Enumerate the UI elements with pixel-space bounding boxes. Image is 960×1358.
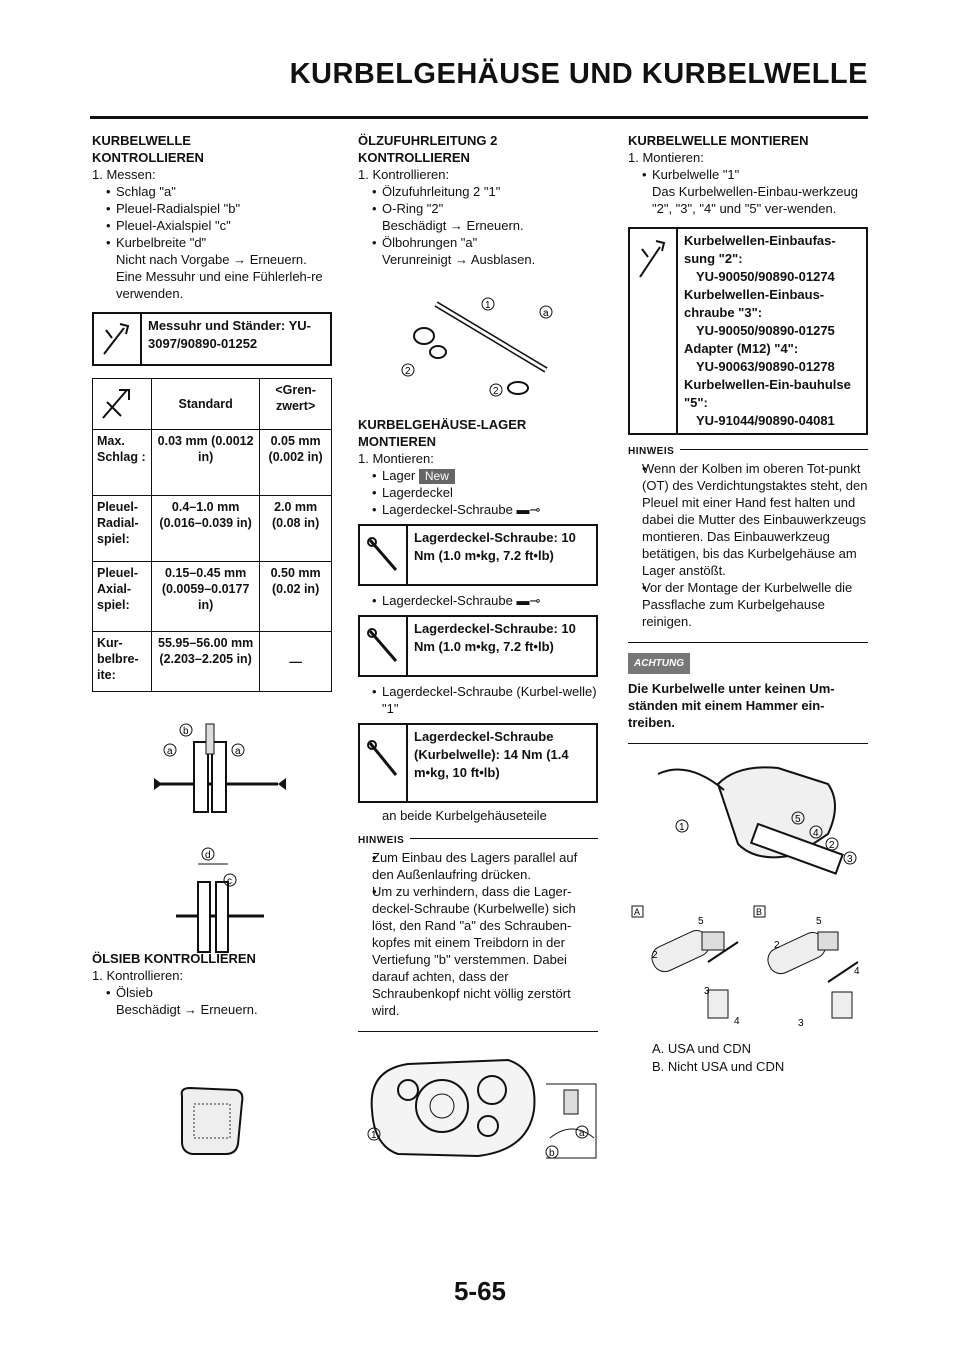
section-heading: KURBELGEHÄUSE-LAGER MONTIEREN: [358, 417, 527, 449]
label-4: 4: [734, 1016, 740, 1027]
list-item-label: Lagerdeckel-Schraube: [382, 502, 513, 517]
label-5: 5: [816, 916, 822, 927]
tool-code: YU-90050/90890-01275: [696, 323, 835, 338]
new-part-badge: New: [419, 469, 455, 484]
hint-text: • Vor der Montage der Kurbelwelle die Passflache zum Kurbelgehause reinigen.: [642, 580, 853, 629]
row-std: 0.03 mm (0.0012 in): [152, 430, 260, 496]
crankshaft-runout-figure: [150, 712, 290, 822]
note-text: Verunreinigt → Ausblasen.: [382, 252, 536, 267]
list-item-label: Lagerdeckel-Schraube: [382, 593, 513, 608]
row-label: Kur-belbre-ite:: [93, 632, 152, 692]
list-item: • Lagerdeckel-Schraube (Kurbel-welle) "1": [358, 683, 598, 717]
section-rule: [628, 642, 868, 643]
label-A: A: [634, 907, 641, 917]
header-limit: <Gren-zwert>: [260, 379, 332, 430]
row-limit: —: [260, 632, 332, 692]
hint-text: • Zum Einbau des Lagers parallel auf den Außenlaufring drücken.: [372, 850, 578, 882]
label-3: 3: [798, 1018, 804, 1029]
list-item: • Ölsieb: [92, 984, 332, 1001]
crankcase-figure: [358, 1050, 598, 1162]
tool-box-text: Messuhr und Ständer: YU-3097/90890-01252: [148, 318, 312, 351]
torque-text: Lagerdeckel-Schraube (Kurbelwelle): 14 Nm (1.4 m•kg, 10 ft•lb): [414, 729, 569, 780]
row-label: Pleuel-Radial-spiel:: [93, 496, 152, 562]
tool-name: Adapter (M12) "4":: [684, 341, 799, 356]
tool-box: [628, 227, 868, 435]
label-4: 4: [813, 828, 819, 839]
torque-box: [358, 524, 598, 586]
label-1: 1: [679, 822, 685, 833]
note-text: Beschädigt → Erneuern.: [382, 218, 524, 233]
tool-code: YU-90063/90890-01278: [696, 359, 835, 374]
section-bearing: [358, 416, 598, 1032]
tool-name: Kurbelwellen-Einbaus-chraube "3":: [684, 287, 825, 320]
label-c: c: [227, 876, 232, 887]
section-heading: ÖLSIEB KONTROLLIEREN: [92, 951, 256, 966]
tool-code: YU-91044/90890-04081: [696, 413, 835, 428]
row-std: 0.4–1.0 mm (0.016–0.039 in): [152, 496, 260, 562]
list-item: • Pleuel-Radialspiel "b": [92, 200, 332, 217]
spec-icon-cell: [93, 379, 152, 430]
section-oil-screen: [92, 950, 332, 1018]
column-oil-line: [358, 132, 598, 268]
torque-box: [358, 615, 598, 677]
list-item: [358, 501, 598, 518]
header-std: Standard: [152, 379, 260, 430]
label-2: 2: [652, 950, 658, 961]
install-figure: [628, 754, 868, 882]
label-3: 3: [704, 986, 710, 997]
list-item: • Pleuel-Axialspiel "c": [92, 217, 332, 234]
torque-wrench-icon: [360, 617, 408, 675]
torque-box: [358, 723, 598, 803]
label-a: a: [235, 746, 241, 757]
torque-text: Lagerdeckel-Schraube: 10 Nm (1.0 m•kg, 7.2 ft•lb): [414, 621, 576, 654]
list-item: • Ölbohrungen "a": [358, 234, 598, 251]
row-limit: 0.05 mm (0.002 in): [260, 430, 332, 496]
label-5: 5: [698, 916, 704, 927]
hint-text: • Um zu verhindern, dass die Lager-deckel-Schraube (Kurbelwelle) sich löst, den Rand "a" des Schrauben-kopfes mit einem Treibdorn in der Vertiefung "b" verstemmen. Dabei darauf achten, dass der Schraubenkopf nicht völlig zerstört wird.: [372, 884, 576, 1018]
oil-screen-figure: [172, 1084, 250, 1164]
label-2: 2: [405, 366, 411, 377]
step-text: 1. Montieren:: [628, 150, 704, 165]
row-std: 0.15–0.45 mm (0.0059–0.0177 in): [152, 562, 260, 632]
label-B: B: [756, 907, 763, 917]
row-limit: 2.0 mm (0.08 in): [260, 496, 332, 562]
label-2: 2: [774, 940, 780, 951]
list-item: [358, 592, 598, 609]
label-2: 2: [493, 386, 499, 397]
caution-badge: ACHTUNG: [628, 653, 690, 674]
note-text: Das Kurbelwellen-Einbau-werkzeug "2", "3", "4" und "5" ver-wenden.: [652, 184, 858, 216]
column-crankshaft-check: [92, 132, 332, 692]
label-a: a: [543, 308, 549, 319]
list-item: • Kurbelwelle "1": [628, 166, 868, 183]
hint-item: [358, 883, 598, 1019]
section-heading: KURBELWELLE KONTROLLIEREN: [92, 133, 204, 165]
label-a: a: [167, 746, 173, 757]
label-1: 1: [371, 1130, 377, 1141]
hint-item: [628, 460, 868, 579]
label-5: 5: [795, 814, 801, 825]
label-2: 2: [829, 840, 835, 851]
note-text: Eine Messuhr und eine Fühlerleh-re verwenden.: [116, 269, 323, 301]
legend-item: B. Nicht USA und CDN: [652, 1059, 785, 1074]
legend-item: A. USA und CDN: [652, 1041, 751, 1056]
section-rule: [628, 743, 868, 744]
note-text: Beschädigt → Erneuern.: [116, 1002, 258, 1017]
list-item: [358, 467, 598, 484]
section-heading: KURBELWELLE MONTIEREN: [628, 133, 809, 148]
note-heading: HINWEIS: [358, 832, 598, 849]
measure-icon: [97, 382, 143, 426]
label-3: 3: [847, 854, 853, 865]
row-label: Max. Schlag :: [93, 430, 152, 496]
step-text: 1. Kontrollieren:: [358, 167, 450, 182]
torque-wrench-icon: [360, 526, 408, 584]
label-d: d: [205, 850, 211, 861]
torque-wrench-icon: [360, 725, 408, 801]
step-text: 1. Kontrollieren:: [92, 968, 184, 983]
list-item: • Kurbelbreite "d": [92, 234, 332, 251]
section-heading: ÖLZUFUHRLEITUNG 2 KONTROLLIEREN: [358, 133, 498, 165]
label-1: 1: [485, 300, 491, 311]
label-a: a: [579, 1128, 585, 1139]
spec-table: [92, 378, 332, 692]
wrench-tool-icon: [94, 314, 142, 364]
label-4: 4: [854, 966, 860, 977]
threadlock-icon: ▬⊸: [516, 593, 541, 608]
section-rule: [358, 1031, 598, 1032]
tool-name: Kurbelwellen-Einbaufas-sung "2":: [684, 233, 836, 266]
tool-set-figure: [628, 902, 868, 1032]
note-heading: HINWEIS: [628, 443, 868, 460]
label-b: b: [183, 726, 189, 737]
hint-text: • Wenn der Kolben im oberen Tot-punkt (OT) des Verdichtungstaktes steht, den Pleuel mit einer Hand fest halten und dabei die Mutter des Einbauwerkzeugs montieren. Das Einbauwerkzeug betätigen, bis das Kurbelgehäuse am Lager anstößt.: [642, 461, 868, 578]
row-limit: 0.50 mm (0.02 in): [260, 562, 332, 632]
column-crankshaft-install: [628, 132, 868, 744]
tool-name: Kurbelwellen-Ein-bauhulse "5":: [684, 377, 851, 410]
hint-item: [628, 579, 868, 630]
tool-list: [678, 229, 866, 433]
list-item: • Lagerdeckel: [358, 484, 598, 501]
list-item: • Ölzufuhrleitung 2 "1": [358, 183, 598, 200]
row-label: Pleuel-Axial-spiel:: [93, 562, 152, 632]
list-item: • Schlag "a": [92, 183, 332, 200]
threadlock-icon: ▬⊸: [516, 502, 541, 517]
step-text: 1. Messen:: [92, 167, 156, 182]
note-text: Nicht nach Vorgabe → Erneuern.: [116, 252, 307, 267]
wrench-tool-icon: [630, 229, 678, 433]
note-text: an beide Kurbelgehäuseteile: [382, 808, 547, 823]
label-b: b: [549, 1148, 555, 1159]
torque-text: Lagerdeckel-Schraube: 10 Nm (1.0 m•kg, 7.2 ft•lb): [414, 530, 576, 563]
step-text: 1. Montieren:: [358, 451, 434, 466]
tool-code: YU-90050/90890-01274: [696, 269, 835, 284]
caution-text: Die Kurbelwelle unter keinen Um-ständen mit einem Hammer ein-treiben.: [628, 681, 835, 730]
oil-line-figure: [396, 284, 566, 404]
hint-item: [358, 849, 598, 883]
tool-box: [92, 312, 332, 366]
page-number: 5-65: [453, 1276, 507, 1306]
row-std: 55.95–56.00 mm (2.203–2.205 in): [152, 632, 260, 692]
list-item: • O-Ring "2": [358, 200, 598, 217]
page-title: KURBELGEHÄUSE UND KURBELWELLE: [289, 58, 868, 90]
list-item-label: Lager: [382, 468, 416, 483]
figure-legend: [652, 1040, 784, 1076]
header-rule: [90, 116, 868, 119]
